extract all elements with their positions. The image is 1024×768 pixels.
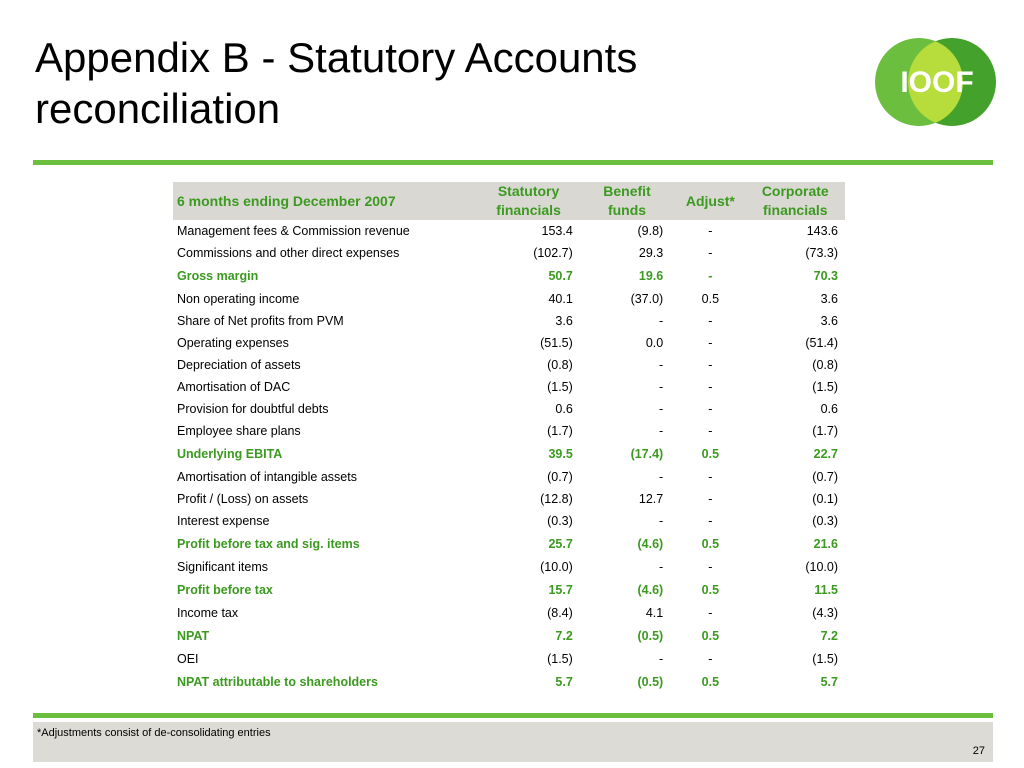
cell-statutory: 40.1: [548, 292, 573, 306]
table-row: [173, 648, 845, 670]
cell-benefit: -: [659, 424, 664, 438]
table-row: [173, 242, 845, 264]
row-label: Profit before tax and sig. items: [177, 537, 360, 551]
cell-corporate: 3.6: [820, 292, 838, 306]
cell-adjust: -: [708, 314, 713, 328]
table-row-subtotal: [173, 264, 845, 288]
cell-benefit: 12.7: [638, 492, 664, 506]
cell-statutory: (12.8): [540, 492, 573, 506]
table-row: [173, 466, 845, 488]
footnote: *Adjustments consist of de-consolidating entries: [37, 727, 271, 739]
cell-adjust: 0.5: [701, 447, 720, 461]
cell-statutory: 50.7: [548, 269, 573, 283]
cell-benefit: (17.4): [630, 447, 664, 461]
header-corporate-line1: Corporate: [761, 183, 829, 199]
bottom-divider: [33, 713, 993, 718]
cell-statutory: (51.5): [540, 336, 573, 350]
cell-adjust: 0.5: [701, 292, 720, 306]
header-statutory: [478, 182, 578, 220]
cell-statutory: 5.7: [555, 675, 573, 689]
cell-statutory: (1.5): [547, 380, 573, 394]
cell-statutory: 15.7: [548, 583, 573, 597]
row-label: Income tax: [177, 606, 239, 620]
row-label: Provision for doubtful debts: [177, 402, 329, 416]
cell-adjust: 0.5: [701, 537, 720, 551]
header-benefit-line1: Benefit: [603, 183, 651, 199]
table-row: [173, 510, 845, 532]
cell-corporate: (1.7): [812, 424, 838, 438]
footer-bar: [33, 722, 993, 762]
cell-corporate: 3.6: [820, 314, 838, 328]
row-label: Management fees & Commission revenue: [177, 224, 410, 238]
table-row: [173, 602, 845, 624]
top-divider: [33, 160, 993, 165]
cell-benefit: -: [659, 470, 664, 484]
cell-adjust: -: [708, 380, 713, 394]
cell-benefit: -: [659, 358, 664, 372]
cell-statutory: 7.2: [555, 629, 573, 643]
cell-benefit: -: [659, 560, 664, 574]
table-row-subtotal: [173, 442, 845, 466]
title-line-1: Appendix B - Statutory Accounts: [35, 34, 638, 81]
cell-corporate: 21.6: [813, 537, 838, 551]
page-number: 27: [972, 745, 985, 757]
cell-statutory: 0.6: [555, 402, 573, 416]
cell-benefit: 0.0: [645, 336, 664, 350]
row-label: Depreciation of assets: [177, 358, 301, 372]
cell-adjust: 0.5: [701, 675, 720, 689]
cell-corporate: 22.7: [813, 447, 838, 461]
cell-statutory: (102.7): [533, 246, 573, 260]
cell-adjust: -: [708, 470, 713, 484]
logo-wordmark: IOOF: [900, 66, 974, 99]
cell-corporate: 70.3: [813, 269, 838, 283]
cell-benefit: (37.0): [630, 292, 664, 306]
table-row: [173, 420, 845, 442]
cell-statutory: (1.5): [547, 652, 573, 666]
cell-adjust: -: [708, 246, 713, 260]
cell-corporate: (0.1): [812, 492, 838, 506]
row-label: NPAT attributable to shareholders: [177, 675, 378, 689]
table-row: [173, 310, 845, 332]
header-corporate: [746, 182, 845, 220]
cell-adjust: -: [708, 224, 713, 238]
cell-adjust: -: [708, 358, 713, 372]
cell-corporate: (4.3): [812, 606, 838, 620]
cell-benefit: (0.5): [637, 629, 664, 643]
cell-benefit: -: [659, 314, 664, 328]
cell-adjust: -: [708, 560, 713, 574]
table-row-subtotal: [173, 670, 845, 694]
cell-benefit: -: [659, 402, 664, 416]
table-row: [173, 354, 845, 376]
cell-adjust: -: [708, 492, 713, 506]
row-label: Employee share plans: [177, 424, 301, 438]
cell-statutory: (8.4): [547, 606, 573, 620]
cell-adjust: -: [708, 606, 713, 620]
table-row: [173, 332, 845, 354]
header-benefit: [579, 182, 675, 220]
cell-corporate: 11.5: [814, 583, 838, 597]
row-label: Underlying EBITA: [177, 447, 283, 461]
cell-statutory: 3.6: [555, 314, 573, 328]
row-label: Gross margin: [177, 269, 259, 283]
table-row: [173, 488, 845, 510]
cell-adjust: -: [708, 514, 713, 528]
cell-benefit: 19.6: [638, 269, 664, 283]
cell-adjust: -: [708, 402, 713, 416]
table-row-subtotal: [173, 624, 845, 648]
cell-benefit: 4.1: [645, 606, 664, 620]
row-label: Share of Net profits from PVM: [177, 314, 344, 328]
header-statutory-line2: financials: [496, 202, 561, 218]
page-title: [35, 32, 637, 134]
header-corporate-line2: financials: [762, 202, 828, 218]
header-statutory-line1: Statutory: [497, 183, 560, 199]
cell-statutory: (0.3): [547, 514, 573, 528]
cell-corporate: (0.8): [812, 358, 838, 372]
row-label: Profit / (Loss) on assets: [177, 492, 309, 506]
row-label: Operating expenses: [177, 336, 289, 350]
cell-statutory: 25.7: [548, 537, 573, 551]
cell-corporate: (51.4): [805, 336, 838, 350]
table-row: [173, 288, 845, 310]
cell-benefit: 29.3: [638, 246, 664, 260]
header-benefit-line2: funds: [607, 202, 647, 218]
cell-benefit: -: [659, 652, 664, 666]
cell-benefit: (0.5): [637, 675, 664, 689]
cell-benefit: (4.6): [637, 537, 664, 551]
cell-benefit: -: [659, 380, 664, 394]
cell-corporate: (1.5): [812, 652, 838, 666]
title-line-2: reconciliation: [35, 85, 281, 132]
table-row: [173, 556, 845, 578]
cell-corporate: (10.0): [805, 560, 838, 574]
cell-statutory: (1.7): [547, 424, 573, 438]
row-label: Non operating income: [177, 292, 300, 306]
row-label: NPAT: [177, 629, 210, 643]
table-header-row: [173, 182, 845, 220]
cell-adjust: -: [708, 424, 713, 438]
cell-statutory: (10.0): [540, 560, 573, 574]
cell-statutory: (0.7): [547, 470, 573, 484]
cell-benefit: (4.6): [637, 583, 664, 597]
cell-adjust: 0.5: [701, 583, 720, 597]
cell-corporate: 0.6: [820, 402, 838, 416]
table-row: [173, 376, 845, 398]
cell-statutory: 153.4: [541, 224, 573, 238]
cell-adjust: -: [708, 652, 713, 666]
cell-benefit: (9.8): [637, 224, 664, 238]
row-label: Amortisation of DAC: [177, 380, 291, 394]
cell-corporate: (1.5): [812, 380, 838, 394]
header-period: 6 months ending December 2007: [173, 182, 478, 220]
cell-benefit: -: [659, 514, 664, 528]
table-row-subtotal: [173, 578, 845, 602]
cell-adjust: 0.5: [701, 629, 720, 643]
cell-statutory: (0.8): [547, 358, 573, 372]
row-label: Interest expense: [177, 514, 270, 528]
cell-adjust: -: [708, 336, 713, 350]
row-label: Amortisation of intangible assets: [177, 470, 357, 484]
row-label: Significant items: [177, 560, 269, 574]
cell-corporate: (0.3): [812, 514, 838, 528]
row-label: OEI: [177, 652, 199, 666]
ioof-logo: [874, 37, 996, 127]
cell-statutory: 39.5: [548, 447, 573, 461]
row-label: Commissions and other direct expenses: [177, 246, 400, 260]
cell-adjust: -: [708, 269, 713, 283]
header-adjust: Adjust*: [675, 182, 745, 220]
table-row: [173, 220, 845, 242]
table-row-subtotal: [173, 532, 845, 556]
cell-corporate: 5.7: [820, 675, 838, 689]
cell-corporate: 7.2: [820, 629, 838, 643]
reconciliation-table: [173, 182, 845, 694]
cell-corporate: 143.6: [806, 224, 838, 238]
cell-corporate: (0.7): [812, 470, 838, 484]
row-label: Profit before tax: [177, 583, 273, 597]
table-row: [173, 398, 845, 420]
cell-corporate: (73.3): [805, 246, 838, 260]
